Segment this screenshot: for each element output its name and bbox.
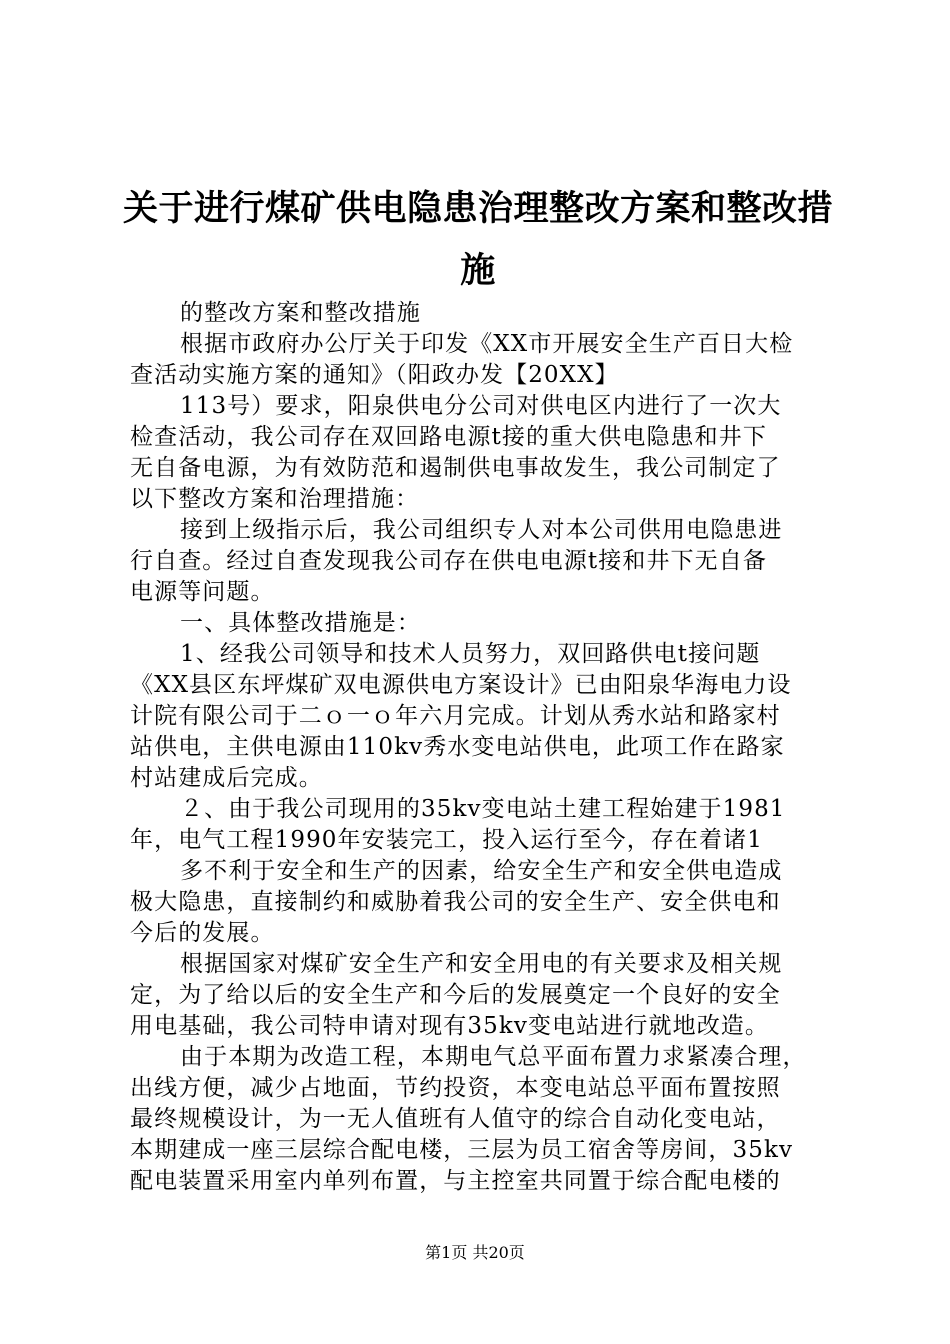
body-text-line: 配电装置采用室内单列布置，与主控室共同置于综合配电楼的 — [130, 1168, 781, 1194]
body-text-line: 的整改方案和整改措施 — [180, 300, 421, 326]
body-text-line: 本期建成一座三层综合配电楼，三层为员工宿舍等房间，35kv — [130, 1137, 794, 1163]
page-footer: 第1页 共20页 — [425, 1243, 525, 1262]
body-text-line: 定，为了给以后的安全生产和今后的发展奠定一个良好的安全 — [130, 982, 781, 1008]
title-line-2: 施 — [460, 251, 496, 291]
body-text-line: ２、由于我公司现用的35kv变电站土建工程始建于1981 — [180, 796, 786, 822]
body-text-line: 多不利于安全和生产的因素，给安全生产和安全供电造成 — [180, 858, 783, 884]
body-text-line: 查活动实施方案的通知》（阳政办发【20XX】 — [130, 362, 619, 388]
document-title — [118, 178, 838, 302]
body-text-line: 根据国家对煤矿安全生产和安全用电的有关要求及相关规 — [180, 951, 783, 977]
body-text-line: 出线方便，减少占地面，节约投资，本变电站总平面布置按照 — [130, 1075, 781, 1101]
body-text-line: 极大隐患，直接制约和威胁着我公司的安全生产、安全供电和 — [130, 889, 781, 915]
body-text-line: 由于本期为改造工程，本期电气总平面布置力求紧凑合理， — [180, 1044, 807, 1070]
body-text-line: 年，电气工程1990年安装完工，投入运行至今，存在着诸1 — [130, 827, 763, 853]
document-body — [130, 298, 835, 1197]
body-text-line: 接到上级指示后，我公司组织专人对本公司供用电隐患进 — [180, 517, 783, 543]
body-text-line: 站供电，主供电源由110kv秀水变电站供电，此项工作在路家 — [130, 734, 785, 760]
body-text-line: 无自备电源，为有效防范和遏制供电事故发生，我公司制定了 — [130, 455, 781, 481]
body-text-line: 一、具体整改措施是： — [180, 610, 421, 636]
body-text-line: 今后的发展。 — [130, 920, 275, 946]
body-text-line: 计院有限公司于二ｏ一ｏ年六月完成。计划从秀水站和路家村 — [130, 703, 781, 729]
body-text-line: 根据市政府办公厅关于印发《XX市开展安全生产百日大检 — [180, 331, 794, 357]
body-text-line: 《XX县区东坪煤矿双电源供电方案设计》已由阳泉华海电力设 — [130, 672, 792, 698]
body-text-line: 检查活动，我公司存在双回路电源t接的重大供电隐患和井下 — [130, 424, 767, 450]
body-text-line: 以下整改方案和治理措施： — [130, 486, 420, 512]
body-text-line: 1、经我公司领导和技术人员努力，双回路供电t接问题 — [180, 641, 761, 667]
body-text-line: 最终规模设计，为一无人值班有人值守的综合自动化变电站， — [130, 1106, 781, 1132]
body-text-line: 村站建成后完成。 — [130, 765, 323, 791]
body-text-line: 用电基础，我公司特申请对现有35kv变电站进行就地改造。 — [130, 1013, 769, 1039]
body-text-line: 行自查。经过自查发现我公司存在供电电源t接和井下无自备 — [130, 548, 767, 574]
title-line-1: 关于进行煤矿供电隐患治理整改方案和整改措 — [122, 189, 833, 229]
body-text-line: 113号）要求，阳泉供电分公司对供电区内进行了一次大 — [180, 393, 782, 419]
body-text-line: 电源等问题。 — [130, 579, 275, 605]
